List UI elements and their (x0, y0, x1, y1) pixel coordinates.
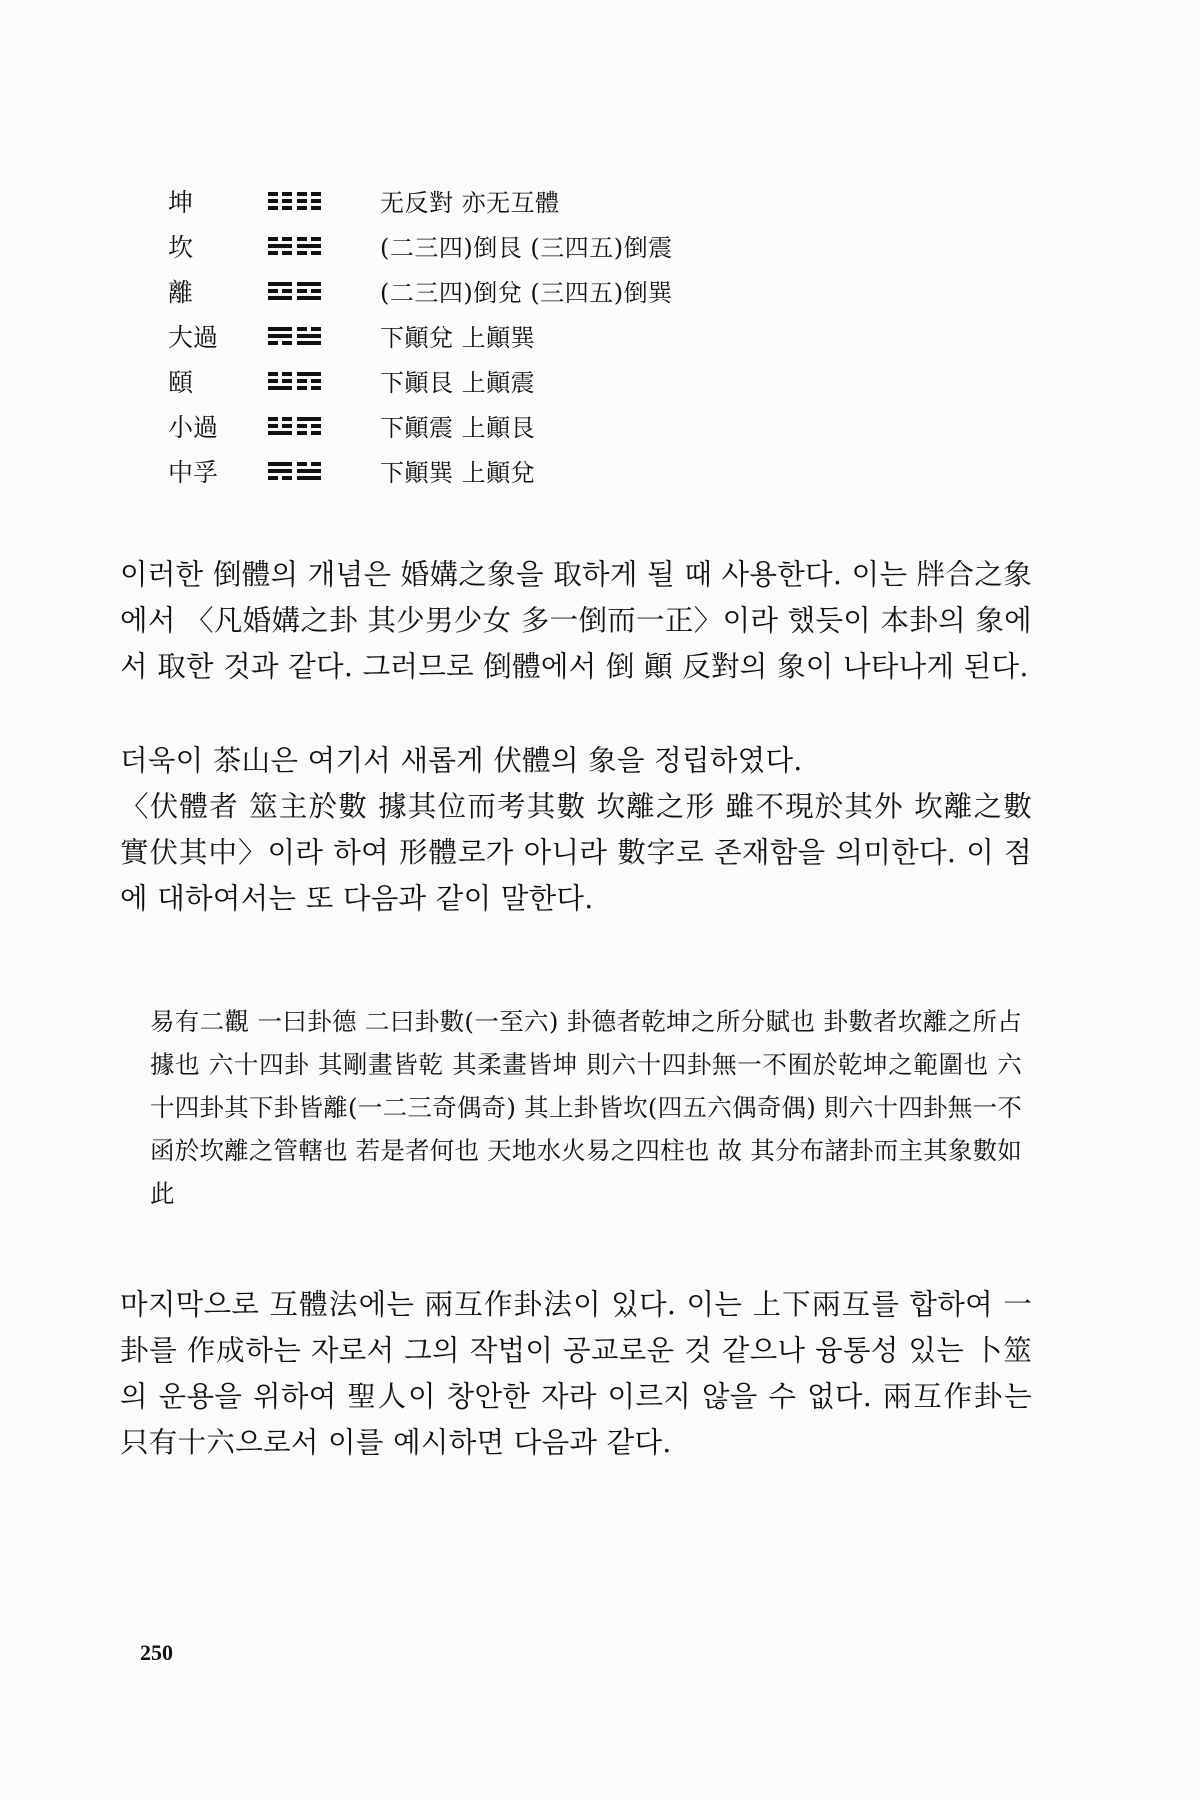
yin-line (297, 379, 321, 383)
lower-trigram (297, 237, 321, 255)
upper-trigram (268, 417, 292, 435)
yin-line (297, 424, 321, 428)
hexagram-row (168, 313, 673, 358)
lower-trigram (297, 417, 321, 435)
yin-line (297, 289, 321, 293)
yin-line (297, 327, 321, 331)
yang-line (297, 476, 321, 480)
yang-line (268, 386, 292, 390)
hexagram-name: 小過 (168, 412, 219, 442)
yin-line (297, 431, 321, 435)
yin-line (268, 476, 292, 480)
upper-trigram (268, 237, 292, 255)
yin-line (268, 424, 292, 428)
lower-trigram (297, 282, 321, 300)
lower-trigram (297, 462, 321, 480)
hexagram-symbol (268, 462, 380, 480)
hexagram-symbol (268, 282, 380, 300)
hexagram-name: 離 (168, 277, 194, 307)
hexagram-row (168, 268, 673, 313)
yin-line (297, 251, 321, 255)
hexagram-name: 中孚 (168, 457, 219, 487)
hexagram-note: 下顚艮 上顚震 (380, 369, 536, 397)
yin-line (268, 206, 292, 210)
hexagram-table (168, 178, 673, 493)
yin-line (297, 462, 321, 466)
hexagram-name: 大過 (168, 322, 219, 352)
yang-line (268, 431, 292, 435)
yang-line (297, 334, 321, 338)
yin-line (297, 206, 321, 210)
yin-line (297, 199, 321, 203)
yin-line (268, 341, 292, 345)
paragraph-hidden-body: 〈伏體者 筮主於數 據其位而考其數 坎離之形 雖不現於其外 坎離之數 實伏其中〉이라 하여 形體로가 아니라 數字로 존재함을 의미한다. 이 점에 대하여서는 또 다음과 같이 말한다. (120, 790, 1032, 915)
yang-line (268, 327, 292, 331)
hexagram-note: 无反對 亦无互體 (380, 189, 560, 217)
upper-trigram (268, 282, 292, 300)
yang-line (297, 417, 321, 421)
yin-line (297, 237, 321, 241)
hexagram-note: (二三四)倒兌 (三四五)倒巽 (380, 279, 673, 307)
upper-trigram (268, 192, 292, 210)
upper-trigram (268, 372, 292, 390)
hexagram-name: 坎 (168, 232, 194, 262)
yang-line (297, 372, 321, 376)
hexagram-symbol (268, 327, 380, 345)
yang-line (297, 282, 321, 286)
paragraph-two-interlock: 마지막으로 互體法에는 兩互作卦法이 있다. 이는 上下兩互를 합하여 一卦를 作成하는 자로서 그의 작법이 공교로운 것 같으나 융통성 있는 卜筮의 운용을 위하여 聖人이 창안한 자라 이르지 않을 수 없다. 兩互作卦는 只有十六으로서 이를 예시하면 다음과 같다. (120, 1288, 1032, 1459)
hexagram-row (168, 178, 673, 223)
hexagram-symbol (268, 237, 380, 255)
yin-line (268, 372, 292, 376)
yin-line (268, 251, 292, 255)
yang-line (268, 244, 292, 248)
yang-line (268, 462, 292, 466)
upper-trigram (268, 462, 292, 480)
yang-line (268, 469, 292, 473)
hexagram-symbol (268, 372, 380, 390)
lower-trigram (297, 372, 321, 390)
hexagram-note: 下顚巽 上顚兌 (380, 459, 536, 487)
yang-line (297, 341, 321, 345)
yang-line (297, 244, 321, 248)
quotation-block: 易有二觀 一曰卦德 二曰卦數(一至六) 卦德者乾坤之所分賦也 卦數者坎離之所占據也 六十四卦 其剛畫皆乾 其柔畫皆坤 則六十四卦無一不囿於乾坤之範圍也 六十四卦其下卦皆離(一二三奇偶奇) 其上卦皆坎(四五六偶奇偶) 則六十四卦無一不函於坎離之管轄也 若是者何也 天地水火易之四柱也 故 其分布諸卦而主其象數如此 (150, 1007, 1022, 1208)
yin-line (268, 199, 292, 203)
hexagram-row (168, 448, 673, 493)
paragraph-inverted-body: 이러한 倒體의 개념은 婚媾之象을 取하게 될 때 사용한다. 이는 牉合之象에서 〈凡婚媾之卦 其少男少女 多一倒而一正〉이라 했듯이 本卦의 象에서 取한 것과 같다. 그러므로 倒體에서 倒 顚 反對의 象이 나타나게 된다. (120, 558, 1032, 683)
hexagram-note: (二三四)倒艮 (三四五)倒震 (380, 234, 673, 262)
hexagram-note: 下顚震 上顚艮 (380, 414, 536, 442)
yin-line (268, 379, 292, 383)
yang-line (297, 296, 321, 300)
hexagram-row (168, 403, 673, 448)
hexagram-symbol (268, 417, 380, 435)
lower-trigram (297, 192, 321, 210)
hexagram-symbol (268, 192, 380, 210)
paragraph-hidden-body-intro: 더욱이 茶山은 여기서 새롭게 伏體의 象을 정립하였다. (120, 744, 803, 777)
hexagram-row (168, 223, 673, 268)
yin-line (268, 417, 292, 421)
hexagram-note: 下顚兌 上顚巽 (380, 324, 536, 352)
yang-line (297, 469, 321, 473)
page-number: 250 (140, 1640, 173, 1665)
yang-line (268, 282, 292, 286)
yang-line (268, 334, 292, 338)
yin-line (268, 237, 292, 241)
upper-trigram (268, 327, 292, 345)
yin-line (268, 192, 292, 196)
yin-line (268, 289, 292, 293)
hexagram-name: 坤 (168, 187, 194, 217)
yin-line (297, 192, 321, 196)
hexagram-row (168, 358, 673, 403)
yin-line (297, 386, 321, 390)
hexagram-name: 頤 (168, 367, 194, 397)
lower-trigram (297, 327, 321, 345)
yang-line (268, 296, 292, 300)
